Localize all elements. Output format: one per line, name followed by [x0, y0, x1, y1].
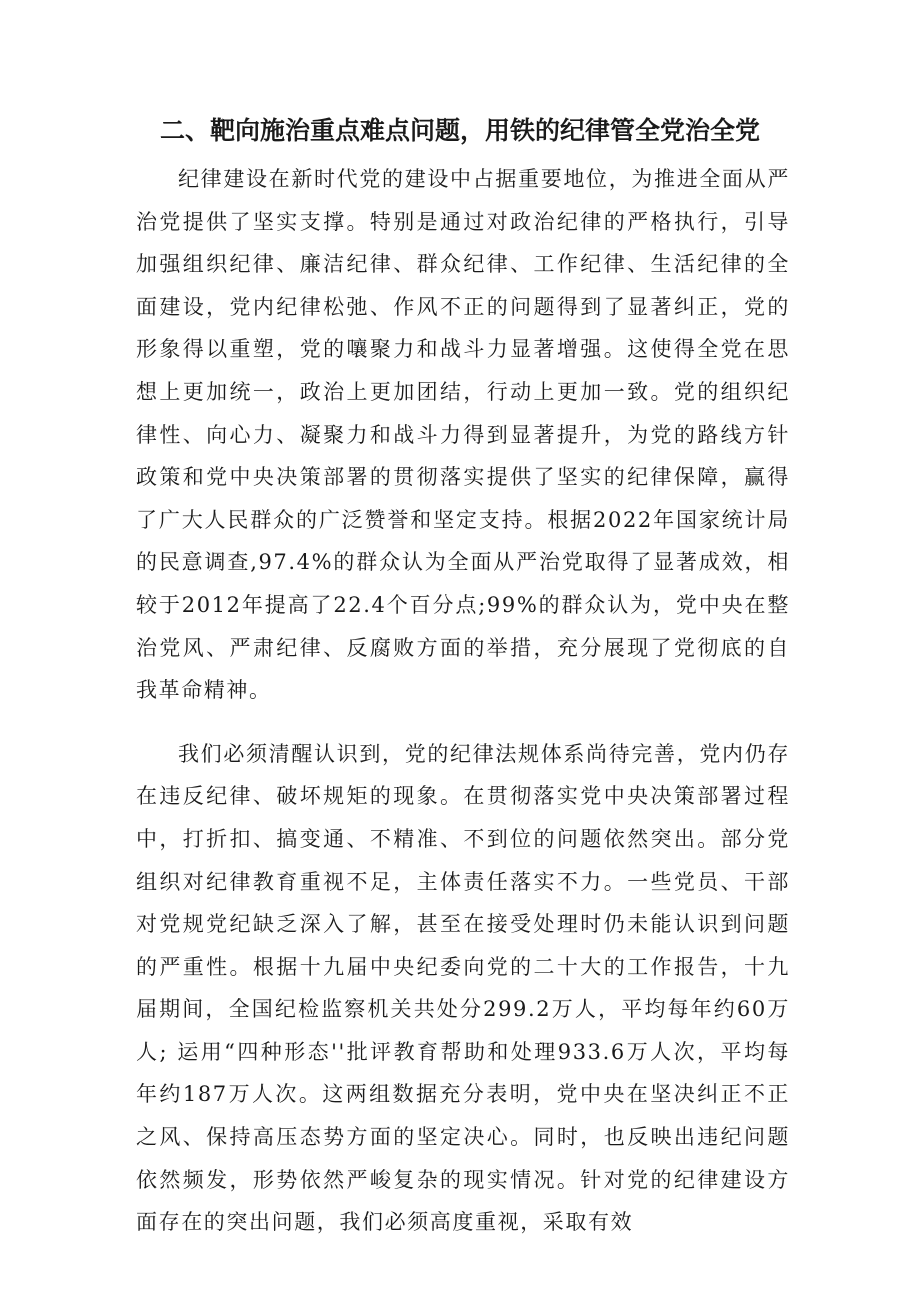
paragraph-existing-problems: 我们必须清醒认识到，党的纪律法规体系尚待完善，党内仍存在违反纪律、破坏规矩的现象。在贯彻落实党中央决策部署过程中，打折扣、搞变通、不精准、不到位的问题依然突出。部分党组织对纪律教育重视不足，主体责任落实不力。一些党员、干部对党规党纪缺乏深入了解，甚至在接受处理时仍未能认识到问题的严重性。根据十九届中央纪委向党的二十大的工作报告，十九届期间，全国纪检监察机关共处分299.2万人，平均每年约60万人; 运用“四种形态''批评教育帮助和处理933.6万人次，平均每年约187万人次。这两组数据充分表明，党中央在坚决纠正不正之风、保持高压态势方面的坚定决心。同时，也反映出违纪问题依然频发，形势依然严峻复杂的现实情况。针对党的纪律建设方面存在的突出问题，我们必须高度重视，采取有效 — [136, 741, 790, 1235]
section-heading: 二、靶向施治重点难点问题，用铁的纪律管全党治全党 — [159, 116, 760, 145]
paragraph-discipline-achievements: 纪律建设在新时代党的建设中占据重要地位，为推进全面从严治党提供了坚实支撑。特别是通过对政治纪律的严格执行，引导加强组织纪律、廉洁纪律、群众纪律、工作纪律、生活纪律的全面建设，党内纪律松弛、作风不正的问题得到了显著纠正，党的形象得以重塑，党的嚷聚力和战斗力显著增强。这使得全党在思想上更加统一，政治上更加团结，行动上更加一致。党的组织纪律性、向心力、凝聚力和战斗力得到显著提升，为党的路线方针政策和党中央决策部署的贯彻落实提供了坚实的纪律保障，赢得了广大人民群众的广泛赞誉和坚定支持。根据2022年国家统计局的民意调查,97.4%的群众认为全面从严治党取得了显著成效，相较于2012年提高了22.4个百分点;99%的群众认为，党中央在整治党风、严肃纪律、反腐败方面的举措，充分展现了党彻底的自我革命精神。 — [136, 167, 790, 703]
document-body — [136, 158, 790, 1244]
